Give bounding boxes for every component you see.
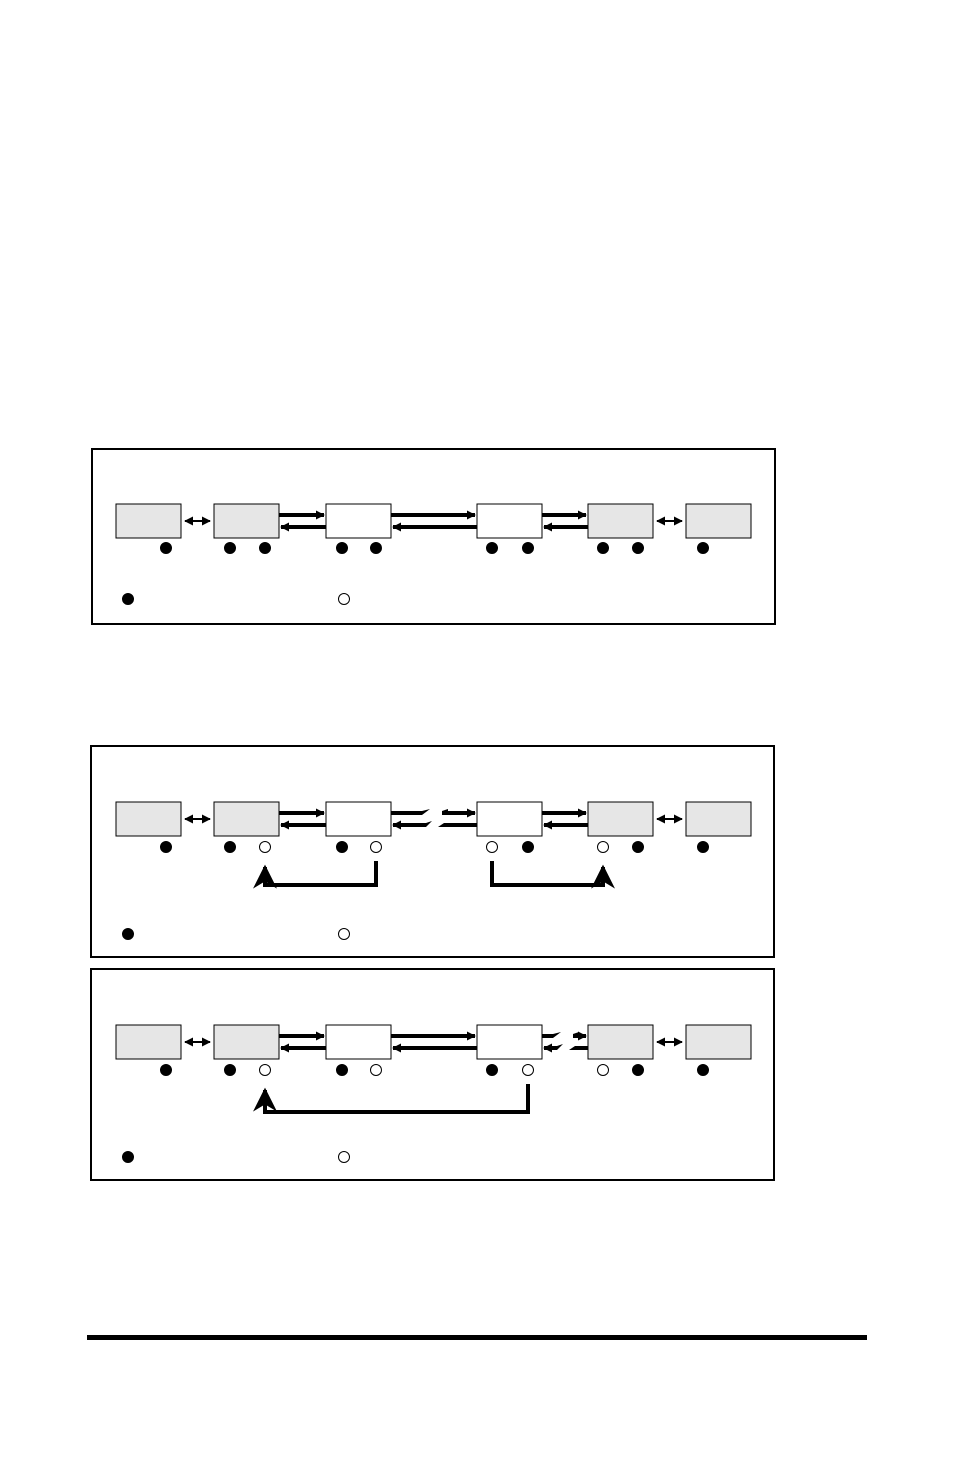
open-dot: [371, 1065, 382, 1076]
node-5: [588, 504, 653, 538]
filled-dot: [371, 543, 382, 554]
filled-dot: [633, 543, 644, 554]
open-dot: [260, 842, 271, 853]
filled-dot: [698, 842, 709, 853]
legend-filled-dot: [123, 929, 134, 940]
node-2: [214, 1025, 279, 1059]
filled-dot: [337, 543, 348, 554]
panels-layer: [91, 449, 775, 1180]
node-1: [116, 1025, 181, 1059]
panel-frame: [92, 449, 775, 624]
node-2: [214, 802, 279, 836]
filled-dot: [161, 543, 172, 554]
filled-dot: [225, 842, 236, 853]
node-3: [326, 802, 391, 836]
node-6: [686, 802, 751, 836]
legend-open-dot: [339, 1152, 350, 1163]
filled-dot: [487, 1065, 498, 1076]
filled-dot: [698, 1065, 709, 1076]
node-5: [588, 1025, 653, 1059]
filled-dot: [337, 842, 348, 853]
open-dot: [598, 842, 609, 853]
node-6: [686, 1025, 751, 1059]
filled-dot: [598, 543, 609, 554]
panel-frame: [91, 969, 774, 1180]
node-2: [214, 504, 279, 538]
filled-dot: [161, 1065, 172, 1076]
filled-dot: [523, 842, 534, 853]
node-1: [116, 802, 181, 836]
panel-break-center-span: [91, 746, 774, 957]
open-dot: [487, 842, 498, 853]
filled-dot: [225, 1065, 236, 1076]
node-3: [326, 1025, 391, 1059]
node-4: [477, 504, 542, 538]
filled-dot: [523, 543, 534, 554]
node-1: [116, 504, 181, 538]
node-5: [588, 802, 653, 836]
open-dot: [260, 1065, 271, 1076]
panel-frame: [91, 746, 774, 957]
open-dot: [523, 1065, 534, 1076]
panel-break-right-span: [91, 969, 774, 1180]
filled-dot: [633, 842, 644, 853]
node-3: [326, 504, 391, 538]
filled-dot: [633, 1065, 644, 1076]
filled-dot: [260, 543, 271, 554]
open-dot: [371, 842, 382, 853]
filled-dot: [161, 842, 172, 853]
filled-dot: [487, 543, 498, 554]
legend-open-dot: [339, 929, 350, 940]
open-dot: [598, 1065, 609, 1076]
filled-dot: [225, 543, 236, 554]
footer-rule: [87, 1335, 867, 1340]
filled-dot: [698, 543, 709, 554]
legend-open-dot: [339, 594, 350, 605]
node-6: [686, 504, 751, 538]
filled-dot: [337, 1065, 348, 1076]
node-4: [477, 802, 542, 836]
legend-filled-dot: [123, 1152, 134, 1163]
panel-normal: [92, 449, 775, 624]
node-4: [477, 1025, 542, 1059]
legend-filled-dot: [123, 594, 134, 605]
